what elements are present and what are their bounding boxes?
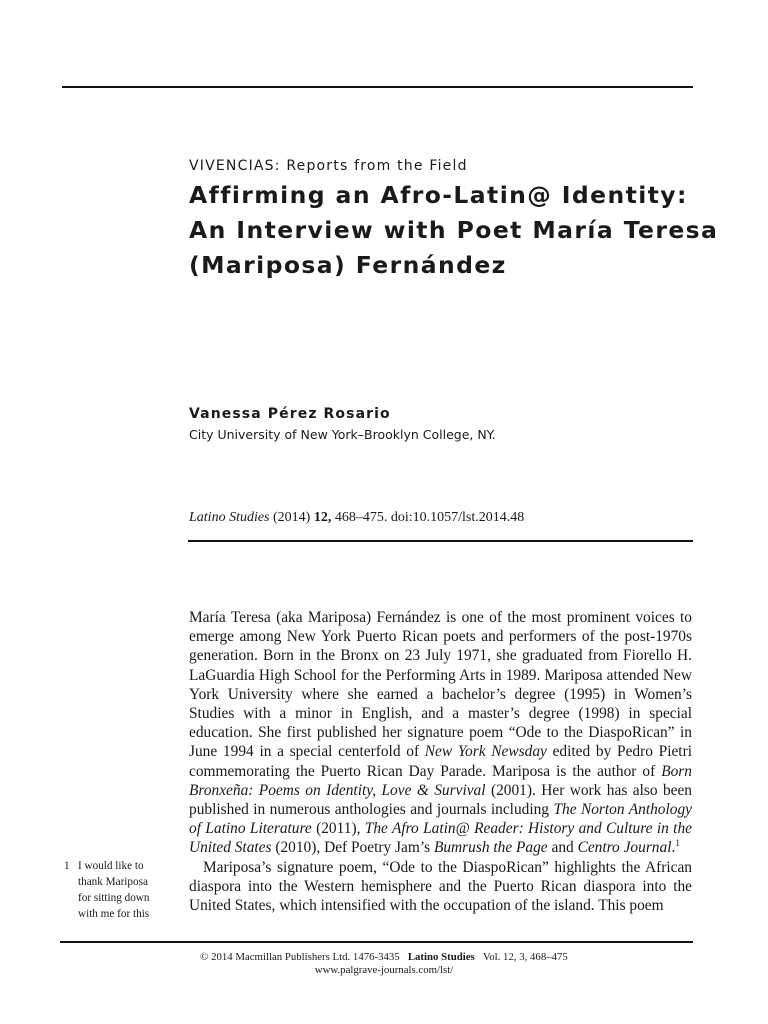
- footnote-number: 1: [64, 860, 70, 872]
- article-title: [189, 178, 729, 283]
- citation-rule: [188, 540, 693, 542]
- p1-italic-born-bronxena: Born Bronxeña: Poems on Identity, Love & Survival: [189, 762, 692, 799]
- top-rule: [62, 86, 693, 88]
- citation-year: (2014): [273, 510, 311, 525]
- footnote-line: with me for this: [78, 908, 150, 920]
- p1-text-f: and: [547, 839, 578, 857]
- p1-text-c: (2001). Her work has also been published in numerous anthologies and journals including: [189, 781, 693, 819]
- footnote-line: thank Mariposa: [78, 876, 148, 888]
- footer-copyright: © 2014 Macmillan Publishers Ltd. 1476-3435: [200, 951, 400, 963]
- footer-journal: Latino Studies: [407, 951, 475, 963]
- footer-volume: Vol. 12, 3, 468–475: [482, 951, 568, 963]
- title-line-2: An Interview with Poet María Teresa: [189, 216, 719, 244]
- citation-line: [189, 510, 524, 526]
- footnote: [64, 858, 160, 922]
- footnote-reference[interactable]: 1: [675, 838, 680, 849]
- p1-italic-bumrush: Bumrush the Page: [433, 839, 548, 857]
- citation-pages-doi: 468–475. doi:10.1057/lst.2014.48: [334, 510, 525, 525]
- citation-volume: 12,: [313, 510, 332, 525]
- paragraph-1: [189, 608, 692, 858]
- footnote-line: I would like to: [78, 860, 144, 872]
- p1-text-g: .: [671, 839, 676, 857]
- title-line-3: (Mariposa) Fernández: [189, 251, 507, 279]
- author-affiliation: City University of New York–Brooklyn College, NY.: [189, 427, 496, 442]
- p1-italic-afro-latin-reader: The Afro Latin@ Reader: History and Culture in the United States: [189, 820, 692, 857]
- p1-italic-centro: Centro Journal: [577, 839, 672, 857]
- author-name: Vanessa Pérez Rosario: [189, 406, 391, 422]
- p1-text-b: edited by Pedro Pietri commemorating the Puerto Rican Day Parade. Mariposa is the author of: [189, 743, 692, 780]
- paragraph-2: Mariposa’s signature poem, “Ode to the DiaspoRican” highlights the African diaspora into the Western hemisphere and the Puerto Rican diaspora into the United States, which intensified with the occupation of the island. This poem: [189, 858, 692, 915]
- citation-journal: Latino Studies: [189, 510, 270, 525]
- section-label: VIVENCIAS: Reports from the Field: [189, 158, 468, 174]
- p1-text-a: María Teresa (aka Mariposa) Fernández is one of the most prominent voices to emerge among New York Puerto Rican poets and performers of the post-1970s generation. Born in the Bronx on 23 July 1971, she graduated from Fiorello H. LaGuardia High School for the Performing Arts in 1989. Mariposa attended New York University where she earned a bachelor’s degree (1995) in Women’s Studies with a minor in English, and a master’s degree (1998) in special education. She first published her signature poem “Ode to the DiaspoRican” in June 1994 in a special centerfold of: [189, 609, 692, 761]
- footer-rule: [60, 941, 693, 943]
- article-body: [189, 608, 692, 915]
- title-line-1: Affirming an Afro-Latin@ Identity:: [189, 181, 688, 209]
- p1-text-d: (2011),: [311, 820, 365, 838]
- footnote-line: for sitting down: [78, 892, 150, 904]
- p1-text-e: (2010), Def Poetry Jam’s: [271, 839, 434, 857]
- p1-italic-norton: The Norton Anthology of Latino Literature: [189, 801, 692, 838]
- page-footer: [0, 951, 768, 977]
- footer-url[interactable]: www.palgrave-journals.com/lst/: [314, 964, 454, 976]
- p1-italic-newsday: New York Newsday: [424, 743, 547, 761]
